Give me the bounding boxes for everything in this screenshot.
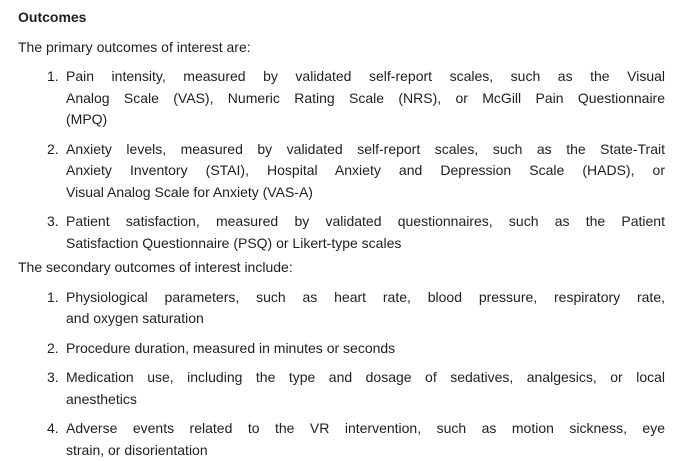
list-item-number: 1. bbox=[47, 66, 59, 88]
list-item-text bbox=[66, 66, 665, 131]
list-item-text bbox=[66, 211, 665, 254]
list-item bbox=[18, 287, 665, 330]
outcome-section bbox=[18, 37, 665, 255]
text-line: Anxiety levels, measured by validated self-report scales, such as the State-Trait bbox=[66, 139, 665, 161]
outcomes-sections bbox=[18, 37, 665, 461]
text-line: (MPQ) bbox=[66, 109, 665, 131]
text-line: Visual Analog Scale for Anxiety (VAS-A) bbox=[66, 182, 665, 204]
text-line: Analog Scale (VAS), Numeric Rating Scale (NRS), or McGill Pain Questionnaire bbox=[66, 88, 665, 110]
list-item-number: 2. bbox=[47, 338, 59, 360]
list-item bbox=[18, 66, 665, 131]
text-line: and oxygen saturation bbox=[66, 308, 665, 330]
list-item bbox=[18, 418, 665, 461]
text-line: Adverse events related to the VR intervention, such as motion sickness, eye bbox=[66, 418, 665, 440]
list-item-number: 1. bbox=[47, 287, 59, 309]
section-intro: The secondary outcomes of interest include: bbox=[18, 257, 665, 279]
text-line: Procedure duration, measured in minutes or seconds bbox=[66, 338, 665, 360]
text-line: Medication use, including the type and dosage of sedatives, analgesics, or local bbox=[66, 367, 665, 389]
outcome-section bbox=[18, 257, 665, 461]
list-item bbox=[18, 367, 665, 410]
list-item-number: 3. bbox=[47, 367, 59, 389]
text-line: Patient satisfaction, measured by validated questionnaires, such as the Patient bbox=[66, 211, 665, 233]
text-line: Satisfaction Questionnaire (PSQ) or Likert-type scales bbox=[66, 233, 665, 255]
list-item bbox=[18, 211, 665, 254]
section-intro: The primary outcomes of interest are: bbox=[18, 37, 665, 59]
list-item bbox=[18, 338, 665, 360]
list-item-text bbox=[66, 367, 665, 410]
list-item-text bbox=[66, 139, 665, 204]
numbered-list bbox=[18, 66, 665, 254]
document-heading: Outcomes bbox=[18, 7, 665, 29]
list-item-text bbox=[66, 338, 665, 360]
text-line: Physiological parameters, such as heart rate, blood pressure, respiratory rate, bbox=[66, 287, 665, 309]
list-item-number: 3. bbox=[47, 211, 59, 233]
list-item-text bbox=[66, 418, 665, 461]
list-item bbox=[18, 139, 665, 204]
text-line: Pain intensity, measured by validated self-report scales, such as the Visual bbox=[66, 66, 665, 88]
numbered-list bbox=[18, 287, 665, 461]
list-item-text bbox=[66, 287, 665, 330]
text-line: anesthetics bbox=[66, 389, 665, 411]
text-line: Anxiety Inventory (STAI), Hospital Anxiety and Depression Scale (HADS), or bbox=[66, 160, 665, 182]
text-line: strain, or disorientation bbox=[66, 440, 665, 461]
list-item-number: 2. bbox=[47, 139, 59, 161]
list-item-number: 4. bbox=[47, 418, 59, 440]
